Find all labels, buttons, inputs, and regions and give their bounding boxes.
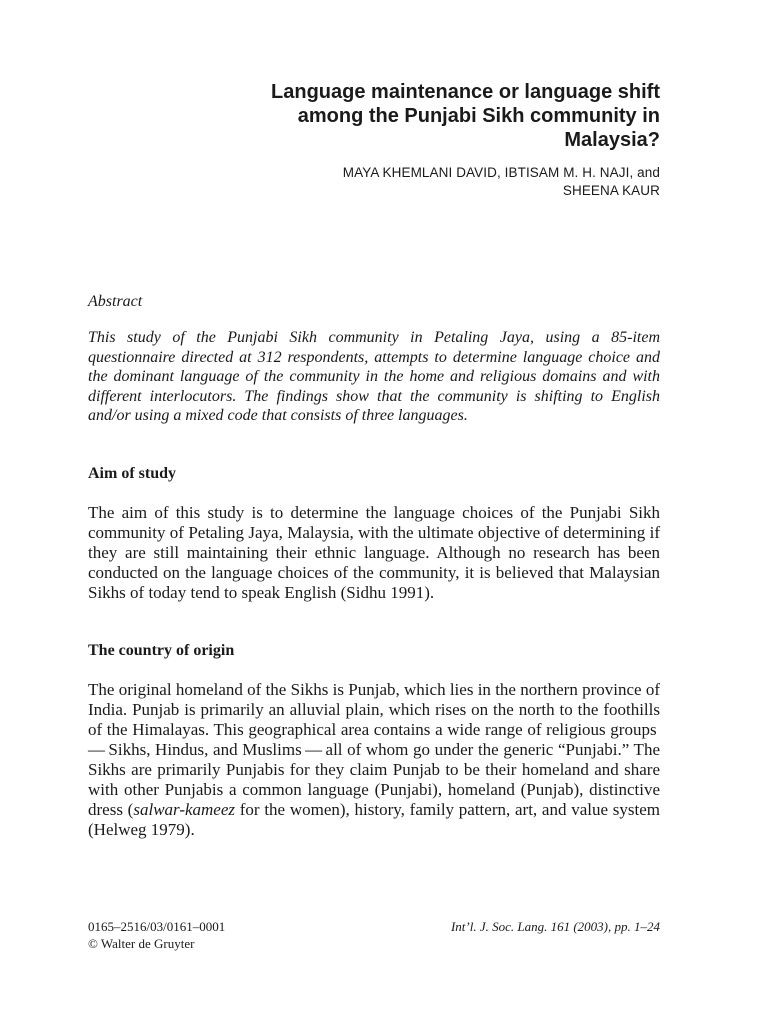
copyright-line: © Walter de Gruyter — [88, 936, 195, 951]
title-line: Language maintenance or language shift — [271, 81, 660, 103]
abstract-heading: Abstract — [88, 293, 143, 310]
issn-line: 0165–2516/03/0161–0001 — [88, 919, 226, 934]
article-page — [88, 80, 660, 840]
author-line: MAYA KHEMLANI DAVID, IBTISAM M. H. NAJI, and — [342, 165, 660, 180]
footer-publication-info — [88, 918, 225, 952]
article-title — [88, 80, 660, 152]
paragraph-text: The original homeland of the Sikhs is Punjab, which lies in the northern province of India. Punjab is primarily an alluvial plain, which rises on the north to the foothills of the Himalayas. This geographical area contains a wide range of religious groups — Sikhs, Hindus, and Muslims — all of whom go under the generic “Punjabi.” The Sikhs are primarily Punjabis for they claim Punjab to be their homeland and share with other Punjabis a common language (Punjabi), homeland (Punjab), distinctive dress ( — [88, 679, 660, 819]
section-heading-aim: Aim of study — [88, 464, 177, 482]
journal-citation: Int’l. J. Soc. Lang. 161 (2003), pp. 1–24 — [450, 919, 660, 934]
section-heading-origin: The country of origin — [88, 641, 235, 659]
paragraph-emphasis: salwar-kameez — [133, 799, 236, 819]
page-footer — [88, 918, 660, 952]
title-line: among the Punjabi Sikh community in — [297, 105, 660, 127]
abstract-text: This study of the Punjabi Sikh community in Petaling Jaya, using a 85-item questionnaire directed at 312 respondents, attempts to determine language choice and the dominant language of the community in the home and religious domains and with different interlocutors. The findings show that the community is shifting to English and/or using a mixed code that consists of three languages. — [88, 329, 660, 424]
title-block — [88, 80, 660, 200]
section-paragraph-origin — [88, 680, 660, 840]
author-list — [88, 164, 660, 200]
section-paragraph-aim: The aim of this study is to determine the language choices of the Punjabi Sikh community of Petaling Jaya, Malaysia, with the ultimate objective of determining if they are still maintaining their ethnic language. Although no research has been conducted on the language choices of the community, it is believed that Malaysian Sikhs of today tend to speak English (Sidhu 1991). — [88, 502, 660, 602]
title-line: Malaysia? — [564, 129, 660, 151]
paragraph-text: for the women), history, family pattern, art, and value system (Helweg 1979). — [88, 799, 660, 839]
author-line: SHEENA KAUR — [562, 183, 660, 198]
